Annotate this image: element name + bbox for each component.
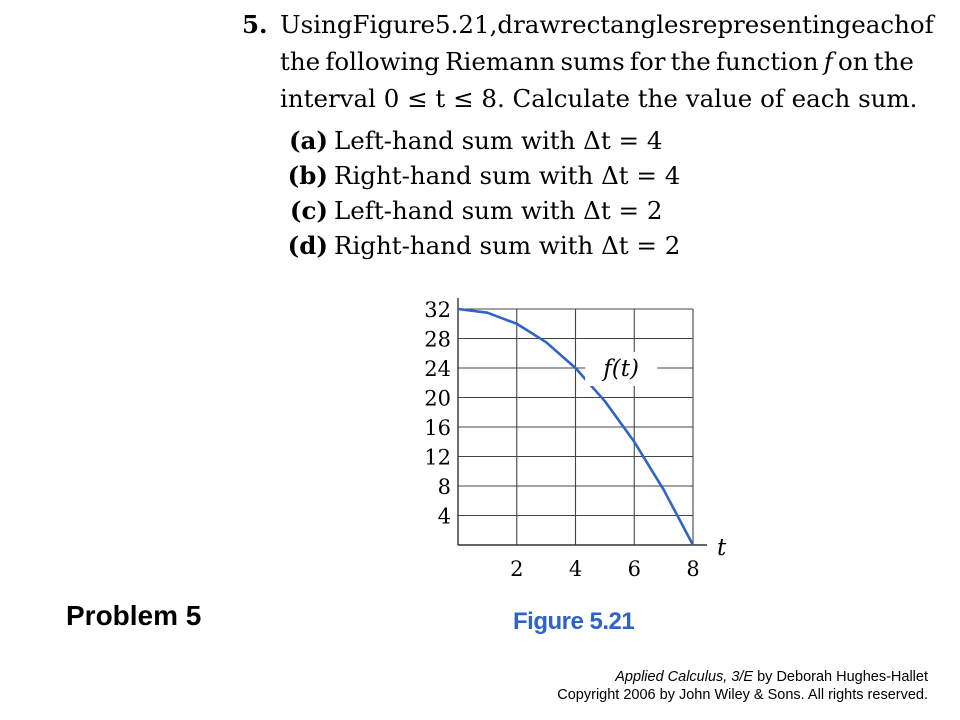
problem-parts xyxy=(280,123,680,263)
x-tick-label: 2 xyxy=(510,557,524,581)
problem-line-3: interval 0 ≤ t ≤ 8. Calculate the value of each sum. xyxy=(280,84,918,113)
figure-caption: Figure 5.21 xyxy=(513,608,635,635)
problem-word: for xyxy=(629,47,666,76)
part-label: (b) xyxy=(287,161,328,190)
credits xyxy=(557,668,928,704)
part-text: Left-hand sum with Δt = 2 xyxy=(334,196,663,225)
y-tick-label: 24 xyxy=(424,357,451,381)
problem-line-1 xyxy=(280,6,934,43)
part-c xyxy=(280,193,680,228)
x-tick-label: 6 xyxy=(627,557,641,581)
problem-word: Using xyxy=(280,10,353,39)
problem-statement xyxy=(242,6,932,117)
problem-word: sums xyxy=(560,47,625,76)
part-label: (a) xyxy=(288,126,328,155)
problem-word: Figure xyxy=(352,10,436,39)
y-tick-label: 28 xyxy=(424,327,451,352)
problem-word: draw xyxy=(497,10,561,39)
book-title: Applied Calculus, 3/E xyxy=(615,669,754,685)
x-axis-label: t xyxy=(717,535,727,561)
problem-word: of xyxy=(909,10,934,39)
chart-grid xyxy=(458,309,693,545)
chart-axes xyxy=(458,298,707,545)
problem-word: the xyxy=(670,47,711,76)
problem-word: f xyxy=(823,47,833,76)
part-text: Right-hand sum with Δt = 4 xyxy=(334,161,681,190)
problem-word: Riemann xyxy=(445,47,556,76)
part-d xyxy=(280,228,680,263)
x-tick-label: 8 xyxy=(686,557,700,581)
part-label: (d) xyxy=(287,231,328,260)
problem-word: the xyxy=(280,47,321,76)
problem-word: each xyxy=(851,10,910,39)
y-tick-label: 12 xyxy=(424,445,451,470)
y-tick-label: 20 xyxy=(424,386,451,411)
y-tick-label: 8 xyxy=(437,475,451,499)
x-tick-labels xyxy=(510,557,700,581)
figure-5-21 xyxy=(405,292,750,596)
y-tick-labels xyxy=(424,298,451,529)
y-tick-label: 16 xyxy=(424,416,451,440)
part-b xyxy=(280,158,680,193)
part-text: Right-hand sum with Δt = 2 xyxy=(334,231,681,260)
copyright-notice: Copyright 2006 by John Wiley & Sons. All rights reserved. xyxy=(557,687,928,703)
problem-word: on xyxy=(838,47,869,76)
problem-word: function xyxy=(715,47,819,76)
riemann-chart xyxy=(405,292,750,592)
part-label: (c) xyxy=(289,196,328,225)
y-tick-label: 4 xyxy=(437,504,451,529)
problem-word: rectangles xyxy=(560,10,692,39)
problem-word: following xyxy=(325,47,440,76)
problem-line-2 xyxy=(280,43,914,80)
part-a xyxy=(280,123,680,158)
problem-word: the xyxy=(873,47,914,76)
problem-word: representing xyxy=(691,10,852,39)
curve-label: f(t) xyxy=(603,356,640,382)
y-tick-label: 32 xyxy=(424,298,451,322)
problem-word: 5.21, xyxy=(435,10,498,39)
problem-label: Problem 5 xyxy=(66,600,202,631)
problem-number: 5. xyxy=(242,10,268,39)
book-author: by Deborah Hughes-Hallet xyxy=(753,669,928,685)
part-text: Left-hand sum with Δt = 4 xyxy=(334,126,663,155)
x-tick-label: 4 xyxy=(568,557,583,581)
